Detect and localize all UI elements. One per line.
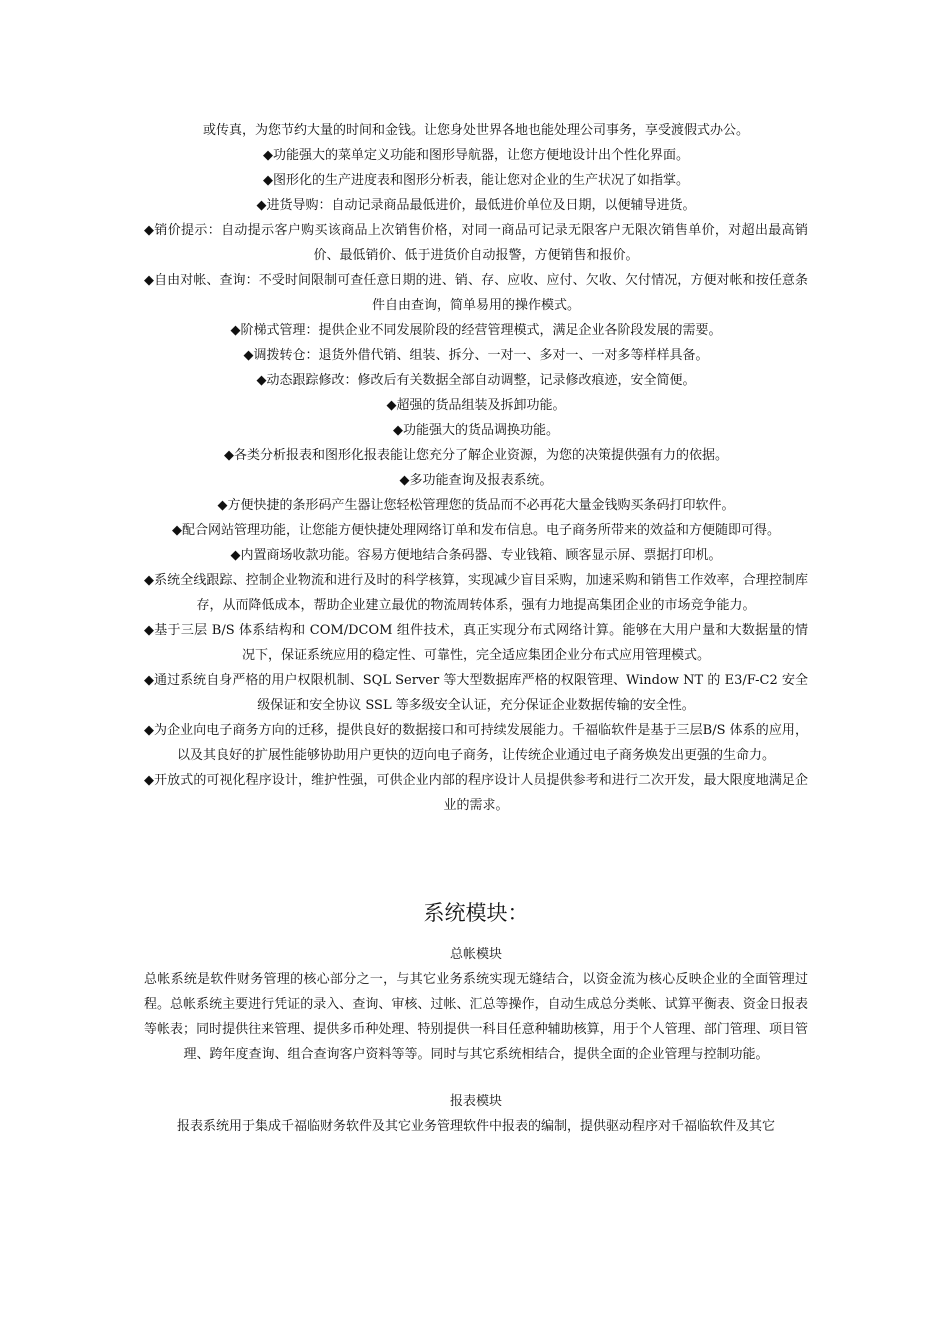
module-description: 报表系统用于集成千福临财务软件及其它业务管理软件中报表的编制，提供驱动程序对千福临软件及其它 xyxy=(176,1119,775,1134)
feature-item: ◆为企业向电子商务方向的迁移，提供良好的数据接口和可持续发展能力。千福临软件是基于三层B/S 体系的应用，以及其良好的扩展性能够协助用户更快的迈向电子商务，让传统企业通过电子商务焕发出更强的生命力。 xyxy=(144,723,808,763)
feature-item: ◆自由对帐、查询：不受时间限制可查任意日期的进、销、存、应收、应付、欠收、欠付情况，方便对帐和按任意条件自由查询，简单易用的操作模式。 xyxy=(144,273,808,313)
section-title: 系统模块： xyxy=(423,901,529,925)
feature-item: ◆内置商场收款功能。容易方便地结合条码器、专业钱箱、顾客显示屏、票据打印机。 xyxy=(230,548,722,563)
feature-list xyxy=(144,118,808,818)
feature-item: ◆多功能查询及报表系统。 xyxy=(399,473,553,488)
feature-item: ◆动态跟踪修改：修改后有关数据全部自动调整，记录修改痕迹，安全简便。 xyxy=(256,373,696,388)
module-description: 总帐系统是软件财务管理的核心部分之一，与其它业务系统实现无缝结合，以资金流为核心反映企业的全面管理过程。总帐系统主要进行凭证的录入、查询、审核、过帐、汇总等操作，自动生成总分类帐、试算平衡表、资金日报表等帐表；同时提供往来管理、提供多币种处理、特别提供一科目任意种辅助核算，用于个人管理、部门管理、项目管理、跨年度查询、组合查询客户资料等等。同时与其它系统相结合，提供全面的企业管理与控制功能。 xyxy=(144,972,808,1062)
module-general-ledger xyxy=(144,942,808,1067)
feature-item: ◆功能强大的菜单定义功能和图形导航器，让您方便地设计出个性化界面。 xyxy=(263,148,689,163)
feature-item: ◆调拨转仓：退货外借代销、组装、拆分、一对一、多对一、一对多等样样具备。 xyxy=(243,348,709,363)
module-title: 总帐模块 xyxy=(449,947,502,962)
feature-item: ◆超强的货品组装及拆卸功能。 xyxy=(386,398,566,413)
feature-item: ◆销价提示：自动提示客户购买该商品上次销售价格，对同一商品可记录无限客户无限次销售单价，对超出最高销价、最低销价、低于进货价自动报警，方便销售和报价。 xyxy=(144,223,808,263)
module-title: 报表模块 xyxy=(449,1094,502,1109)
document-page xyxy=(144,118,808,1139)
feature-item: 或传真，为您节约大量的时间和金钱。让您身处世界各地也能处理公司事务，享受渡假式办公。 xyxy=(202,123,749,138)
feature-item: ◆基于三层 B/S 体系结构和 COM/DCOM 组件技术，真正实现分布式网络计算。能够在大用户量和大数据量的情况下，保证系统应用的稳定性、可靠性，完全适应集团企业分布式应用管理模式。 xyxy=(144,623,808,663)
feature-item: ◆图形化的生产进度表和图形分析表，能让您对企业的生产状况了如指掌。 xyxy=(263,173,689,188)
feature-item: ◆系统全线跟踪、控制企业物流和进行及时的科学核算，实现减少盲目采购，加速采购和销售工作效率，合理控制库存，从而降低成本，帮助企业建立最优的物流周转体系，强有力地提高集团企业的市场竞争能力。 xyxy=(144,573,808,613)
feature-item: ◆通过系统自身严格的用户权限机制、SQL Server 等大型数据库严格的权限管理、Window NT 的 E3/F-C2 安全级保证和安全协议 SSL 等多级安全认证，充分保证企业数据传输的安全性。 xyxy=(144,673,808,713)
feature-item: ◆开放式的可视化程序设计，维护性强，可供企业内部的程序设计人员提供参考和进行二次开发，最大限度地满足企业的需求。 xyxy=(144,773,808,813)
feature-item: ◆进货导购：自动记录商品最低进价，最低进价单位及日期，以便辅导进货。 xyxy=(256,198,696,213)
module-reports xyxy=(144,1089,808,1139)
feature-item: ◆功能强大的货品调换功能。 xyxy=(393,423,559,438)
feature-item: ◆配合网站管理功能，让您能方便快捷处理网络订单和发布信息。电子商务所带来的效益和方便随即可得。 xyxy=(172,523,780,538)
feature-item: ◆各类分析报表和图形化报表能让您充分了解企业资源，为您的决策提供强有力的依据。 xyxy=(224,448,728,463)
feature-item: ◆阶梯式管理：提供企业不同发展阶段的经营管理模式，满足企业各阶段发展的需要。 xyxy=(230,323,722,338)
feature-item: ◆方便快捷的条形码产生器让您轻松管理您的货品而不必再花大量金钱购买条码打印软件。 xyxy=(217,498,735,513)
